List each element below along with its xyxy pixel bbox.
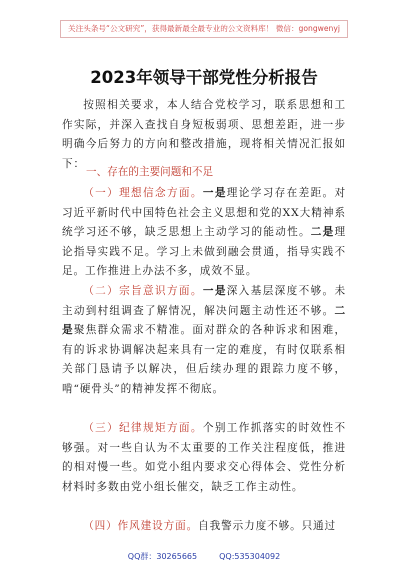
subheading-conduct: （四）作风建设方面。 (83, 520, 199, 532)
marker-first: 一是 (202, 285, 227, 297)
body-text: 个别工作抓落实的时效性不够强。对一些自认为不太重要的工作关注程度低，推进的相对慢一些。如党小组内要求交心得体会、党性分析材料时多数由党小组长催交，缺乏工作主动性。 (62, 422, 346, 493)
section-heading: 一、存在的主要问题和不足 (86, 166, 214, 178)
footer-contact (0, 551, 408, 562)
item-conduct (62, 517, 346, 537)
intro-paragraph: 按照相关要求，本人结合党校学习，联系思想和工作实际，并深入查找自身短板弱项、思想差距，进一步明确今后努力的方向和整改措施，现将相关情况汇报如下： (62, 99, 346, 170)
subheading-discipline: （三）纪律规矩方面。 (83, 422, 203, 434)
document-title: 2023年领导干部党性分析报告 (90, 68, 318, 87)
qq-number-text: QQ:535304092 (219, 552, 281, 561)
body-text: 深入基层深度不够。未主动到村组调查了解情况，解决问题主动性还不够。 (62, 285, 346, 317)
qq-group-text: QQ群：30265665 (127, 552, 198, 561)
body-text: 聚焦群众需求不精准。面对群众的各种诉求和困难，有的诉求协调解决起来具有一定的难度，有时仅联系相关部门恳请予以解决，但后续办理的跟踪力度不够，啃“硬骨头”的精神发挥不彻底。 (62, 324, 347, 395)
item-discipline (62, 419, 346, 497)
body-text: 理论学习存在差距。对习近平新时代中国特色社会主义思想和党的XX大精神系统学习还不够，缺乏思想上主动学习的能动性。 (62, 187, 346, 239)
marker-second: 二是 (62, 304, 346, 337)
item-purpose (62, 282, 346, 400)
body-text: 理论指导实践不足。学习上未做到融会贯通，指导实践不足。工作推进上办法不多，成效不显。 (62, 226, 346, 278)
subheading-ideals: （一）理想信念方面。 (83, 187, 203, 199)
subheading-purpose: （二）宗旨意识方面。 (83, 285, 203, 297)
promo-banner: 关注头条号“公文研究”，获得最新最全最专业的公文资料库！ 微信：gongwenyj (60, 20, 348, 38)
marker-first: 一是 (202, 187, 227, 199)
body-text: 自我警示力度不够。只通过 (198, 520, 337, 532)
item-ideals (62, 184, 346, 282)
marker-second: 二是 (310, 226, 335, 239)
